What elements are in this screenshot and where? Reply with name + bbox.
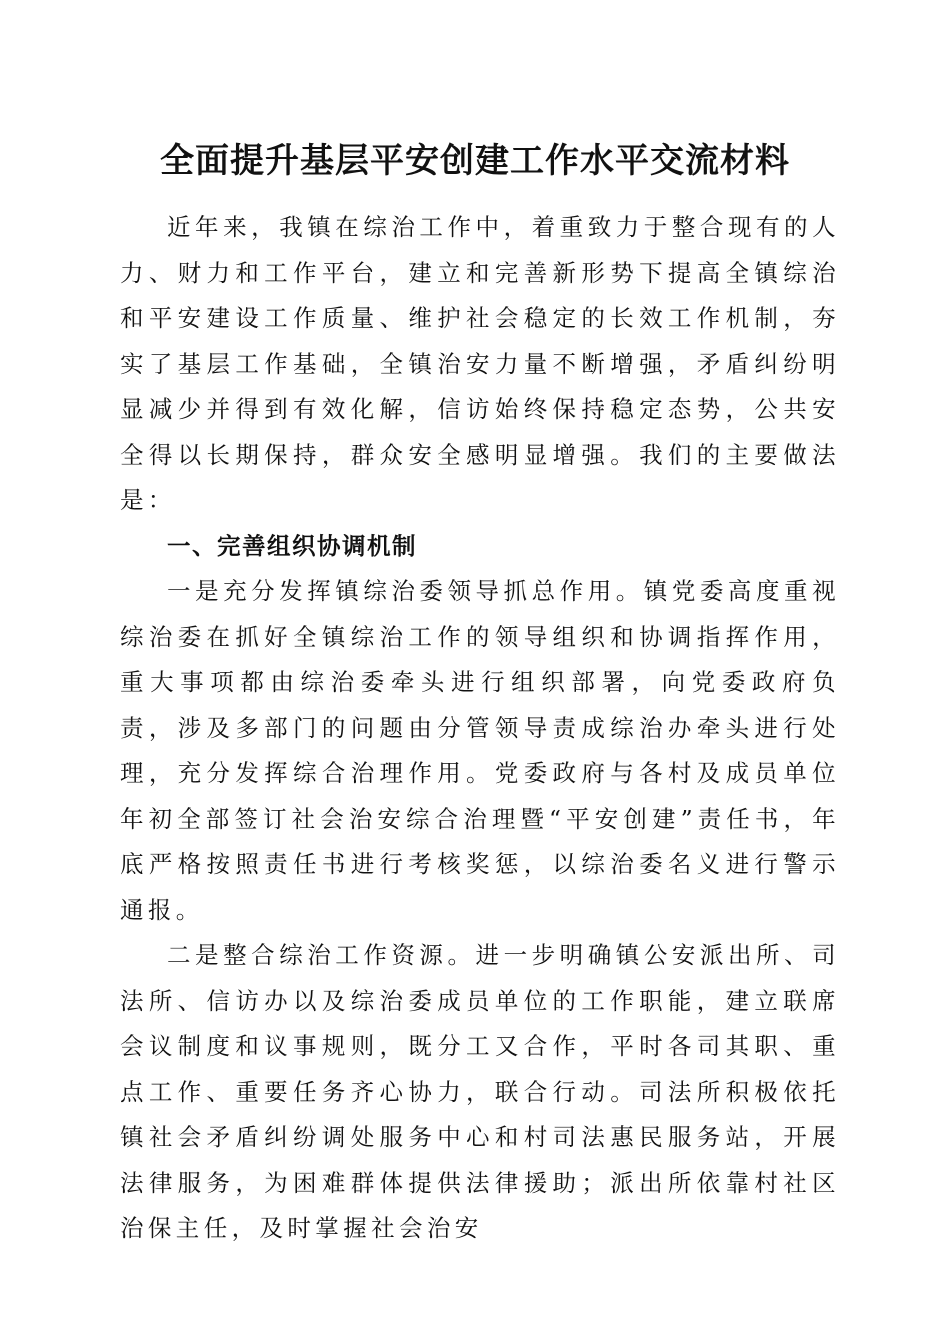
section-heading: 一、完善组织协调机制	[167, 531, 417, 560]
paragraph-2-lead: 二是整合综治工作资源。	[167, 941, 476, 969]
intro-paragraph: 近年来，我镇在综治工作中，着重致力于整合现有的人力、财力和工作平台，建立和完善新形势下提高全镇综治和平安建设工作质量、维护社会稳定的长效工作机制，夯实了基层工作基础，全镇治安力量不断增强，矛盾纠纷明显减少并得到有效化解，信访始终保持稳定态势，公共安全得以长期保持，群众安全感明显增强。我们的主要做法是：	[120, 213, 840, 514]
paragraph-1-lead: 一是充分发挥镇综治委领导抓总作用。	[167, 577, 644, 605]
document-title: 全面提升基层平安创建工作水平交流材料	[160, 141, 790, 181]
document-body	[120, 205, 840, 1252]
paragraph-2-body: 进一步明确镇公安派出所、司法所、信访办以及综治委成员单位的工作职能，建立联席会议制度和议事规则，既分工又合作，平时各司其职、重点工作、重要任务齐心协力，联合行动。司法所积极依托镇社会矛盾纠纷调处服务中心和村司法惠民服务站，开展法律服务，为困难群体提供法律援助；派出所依靠村社区治保主任，及时掌握社会治安	[120, 941, 840, 1242]
paragraph-2	[120, 933, 840, 1252]
paragraph-1-body: 镇党委高度重视综治委在抓好全镇综治工作的领导组织和协调指挥作用，重大事项都由综治委牵头进行组织部署，向党委政府负责，涉及多部门的问题由分管领导责成综治办牵头进行处理，充分发挥综合治理作用。党委政府与各村及成员单位年初全部签订社会治安综合治理暨“平安创建”责任书，年底严格按照责任书进行考核奖惩，以综治委名义进行警示通报。	[120, 577, 840, 924]
paragraph-1	[120, 569, 840, 933]
